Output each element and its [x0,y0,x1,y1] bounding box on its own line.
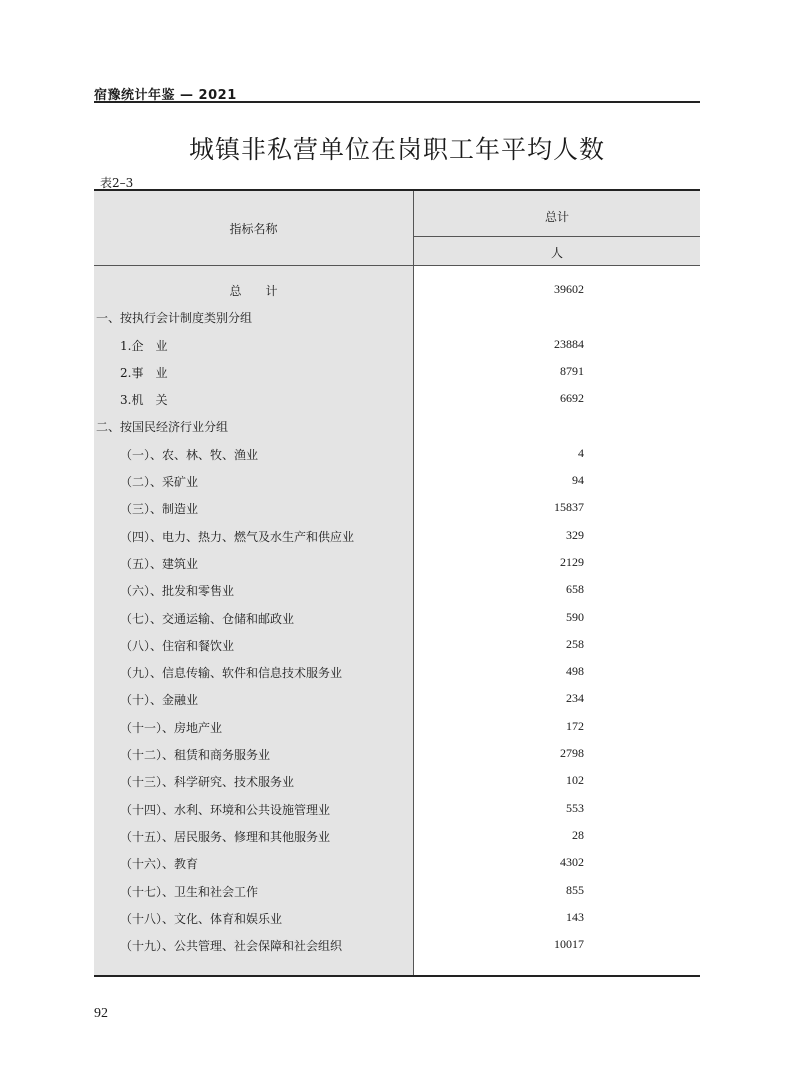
table-row [94,307,700,334]
running-head: 宿豫统计年鉴 — 2021 [94,88,237,103]
row-label: 1.企 业 [120,338,168,353]
row-label: （四）、电力、热力、燃气及水生产和供应业 [120,529,355,544]
row-label: 一、按执行会计制度类别分组 [96,311,253,326]
table-row [94,280,700,307]
table-row [94,935,700,962]
row-label: （十一）、房地产业 [120,720,223,735]
row-value: 553 [566,800,584,815]
header-divider [414,236,700,237]
table-row [94,471,700,498]
table-row [94,908,700,935]
table-row [94,416,700,443]
column-header-name: 指标名称 [229,222,278,236]
row-value: 658 [566,582,584,597]
table-row [94,580,700,607]
header-rule [94,101,700,103]
table-row [94,799,700,826]
row-value: 15837 [554,500,584,515]
row-label: （六）、批发和零售业 [120,584,235,599]
table-row [94,689,700,716]
row-label: （七）、交通运输、仓储和邮政业 [120,611,295,626]
row-value: 143 [566,909,584,924]
row-value: 2129 [560,554,584,569]
row-value: 8791 [560,363,584,378]
row-label: （十）、金融业 [120,693,199,708]
row-label: （十七）、卫生和社会工作 [120,884,259,899]
row-value: 4 [578,445,584,460]
table-row [94,744,700,771]
row-value: 6692 [560,391,584,406]
table-row [94,635,700,662]
row-value: 102 [566,773,584,788]
row-label: （一）、农、林、牧、渔业 [120,447,259,462]
row-value: 28 [572,827,584,842]
row-value: 23884 [554,336,584,351]
row-label: （五）、建筑业 [120,556,199,571]
row-label: 2.事 业 [120,365,168,380]
row-label: （十五）、居民服务、修理和其他服务业 [120,829,331,844]
row-value: 2798 [560,746,584,761]
row-label: （二）、采矿业 [120,475,199,490]
row-label: 3.机 关 [120,393,168,408]
row-label: 二、按国民经济行业分组 [96,420,229,435]
row-value: 234 [566,691,584,706]
row-value: 855 [566,882,584,897]
page-title: 城镇非私营单位在岗职工年平均人数 [188,135,605,164]
table-row [94,444,700,471]
row-value: 10017 [554,937,584,952]
table-row [94,389,700,416]
row-label: （十四）、水利、环境和公共设施管理业 [120,802,331,817]
table-row [94,853,700,880]
table-row [94,771,700,798]
table-row [94,498,700,525]
row-value: 498 [566,664,584,679]
row-value: 329 [566,527,584,542]
page-number: 92 [94,1006,108,1021]
row-value: 590 [566,609,584,624]
row-label: 总 计 [229,284,278,298]
row-label: （十六）、教育 [120,857,199,872]
row-value: 172 [566,718,584,733]
table-body [94,280,700,962]
row-label: （八）、住宿和餐饮业 [120,638,235,653]
statistics-table [94,189,700,977]
row-value: 94 [572,473,584,488]
table-row [94,662,700,689]
table-row [94,826,700,853]
row-label: （十三）、科学研究、技术服务业 [120,775,295,790]
row-value: 258 [566,636,584,651]
table-row [94,553,700,580]
row-label: （十九）、公共管理、社会保障和社会组织 [120,939,343,954]
table-row [94,362,700,389]
column-header-unit: 人 [550,246,563,260]
column-header-total: 总计 [544,210,569,224]
table-row [94,526,700,553]
row-label: （九）、信息传输、软件和信息技术服务业 [120,666,343,681]
header-bottom-rule [94,265,700,266]
row-value: 39602 [554,282,584,296]
table-label: 表2–3 [100,176,134,190]
row-value: 4302 [560,855,584,870]
table-row [94,717,700,744]
table-row [94,335,700,362]
table-row [94,608,700,635]
row-label: （十八）、文化、体育和娱乐业 [120,911,283,926]
table-row [94,881,700,908]
row-label: （十二）、租赁和商务服务业 [120,748,271,763]
row-label: （三）、制造业 [120,502,199,517]
